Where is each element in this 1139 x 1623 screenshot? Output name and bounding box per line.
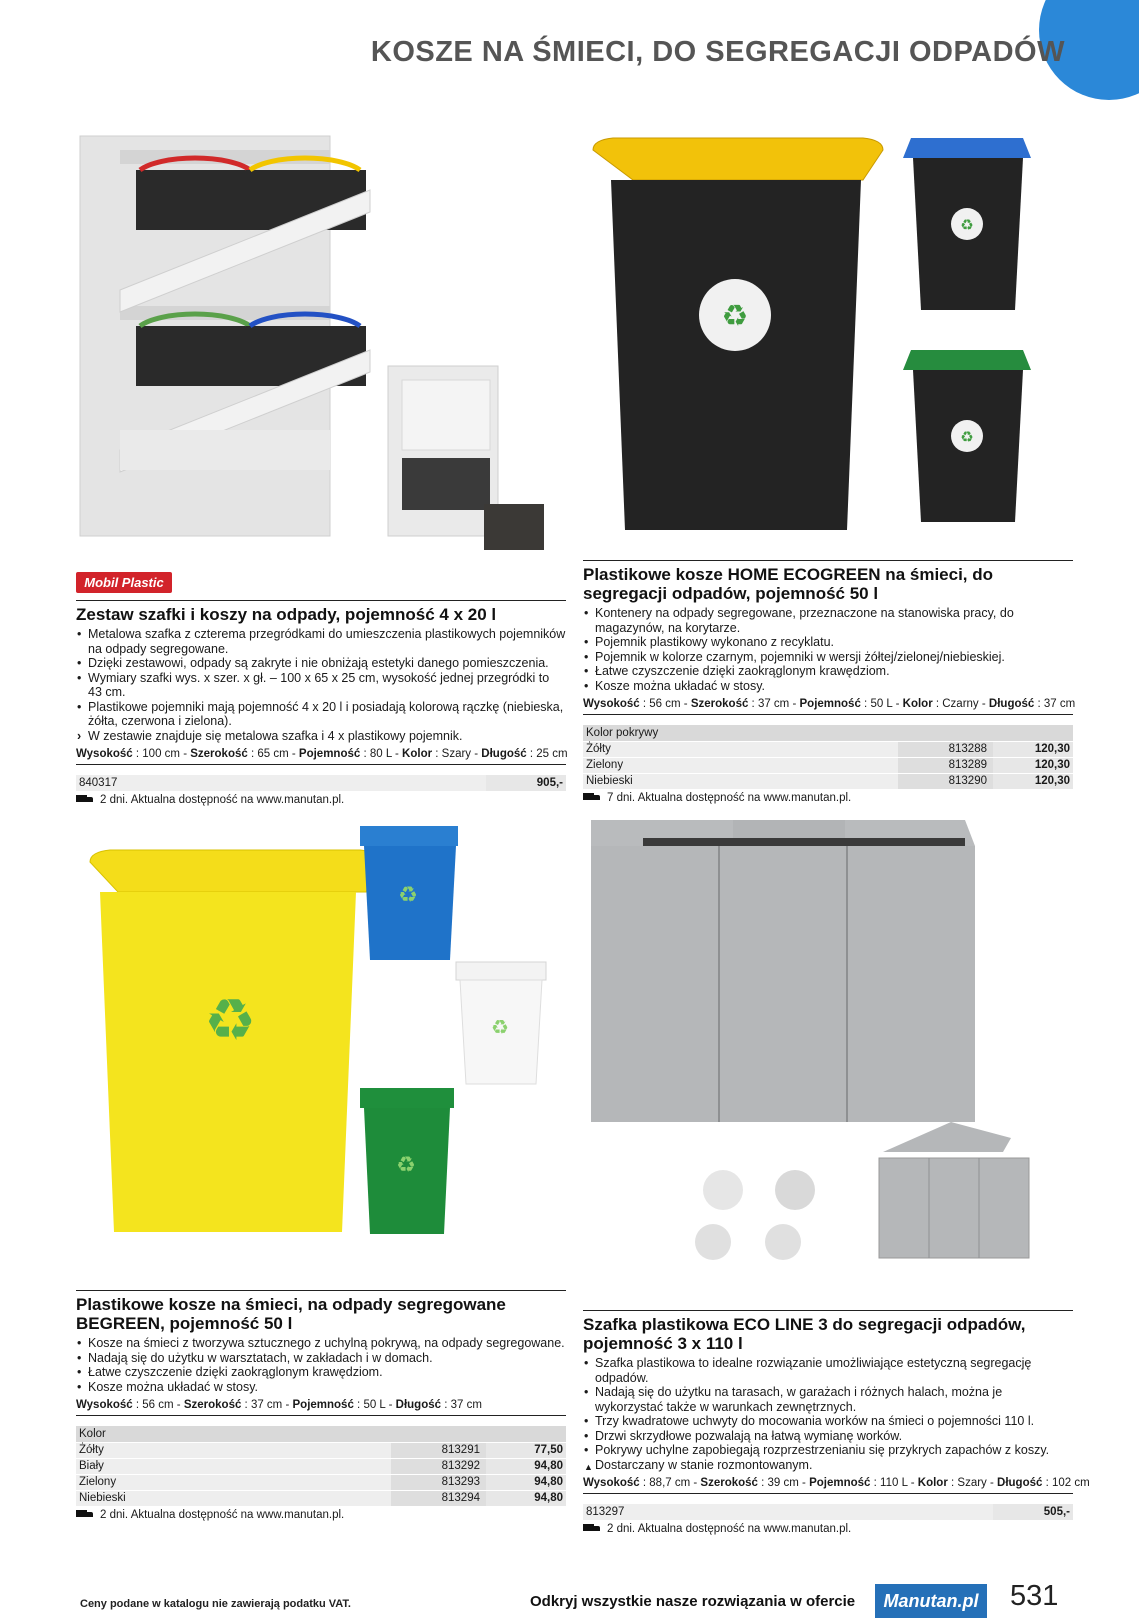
page-title: KOSZE NA ŚMIECI, DO SEGREGACJI ODPADÓW [370, 36, 1065, 68]
table-row [583, 773, 1073, 789]
variant-color: Żółty [583, 741, 898, 757]
price: 505,- [993, 1504, 1073, 1520]
table-row [76, 1458, 566, 1474]
svg-text:♻: ♻ [398, 883, 418, 908]
variants-table [583, 1504, 1073, 1521]
variant-color: Zielony [583, 757, 898, 773]
product-title: Szafka plastikowa ECO LINE 3 do segregacji odpadów, pojemność 3 x 110 l [583, 1315, 1026, 1353]
feature-item: • Wymiary szafki wys. x szer. x gł. – 100 x 65 x 25 cm, wysokość jednej przegródki to 43 cm. [76, 671, 566, 700]
article-number: 813297 [583, 1504, 993, 1520]
manutan-logo[interactable]: Manutan.pl [875, 1584, 987, 1618]
variants-table [76, 775, 566, 792]
variant-color: Biały [76, 1458, 391, 1474]
product-specs: Wysokość : 88,7 cm - Szerokość : 39 cm - Pojemność : 110 L - Kolor : Szary - Długość : 102 cm [583, 1477, 1073, 1494]
table-header [76, 1426, 566, 1442]
delivery-info [583, 792, 1073, 804]
article-number: 840317 [76, 775, 486, 791]
svg-text:♻: ♻ [204, 986, 256, 1054]
feature-item: • Drzwi skrzydłowe pozwalają na łatwą wymianę worków. [583, 1429, 1073, 1444]
feature-item: • Kosze można układać w stosy. [583, 679, 1073, 694]
product-title: Plastikowe kosze na śmieci, na odpady segregowane BEGREEN, pojemność 50 l [76, 1295, 506, 1333]
article-number: 813292 [391, 1458, 486, 1474]
feature-item: • Metalowa szafka z czterema przegródkami do umieszczenia plastikowych pojemników na odpady segregowane. [76, 627, 566, 656]
feature-list [76, 627, 566, 743]
set-contents-note: › W zestawie znajduje się metalowa szafka i 4 x plastikowy pojemnik. [76, 729, 566, 744]
feature-item: • Kosze na śmieci z tworzywa sztucznego z uchylną pokrywą, na odpady segregowane. [76, 1336, 566, 1351]
table-header [583, 725, 1073, 741]
variant-color: Żółty [76, 1442, 391, 1458]
vat-note: Ceny podane w katalogu nie zawierają podatku VAT. [80, 1598, 351, 1610]
svg-text:♻: ♻ [960, 216, 974, 234]
feature-item: • Kontenery na odpady segregowane, przeznaczone na stanowiska pracy, do magazynów, na korytarze. [583, 606, 1073, 635]
truck-icon [76, 1510, 94, 1519]
article-number: 813288 [898, 741, 993, 757]
variant-color: Niebieski [76, 1490, 391, 1506]
feature-list [583, 606, 1073, 693]
feature-item: • Łatwe czyszczenie dzięki zaokrąglonym krawędziom. [76, 1365, 566, 1380]
table-row [76, 1474, 566, 1490]
article-number: 813293 [391, 1474, 486, 1490]
footer-cta: Odkryj wszystkie nasze rozwiązania w ofercie [530, 1593, 856, 1610]
feature-item: • Nadają się do użytku w warsztatach, w zakładach i w domach. [76, 1351, 566, 1366]
table-row [583, 1504, 1073, 1520]
svg-text:♻: ♻ [396, 1153, 416, 1178]
article-number: 813290 [898, 773, 993, 789]
truck-icon [583, 793, 601, 802]
delivery-text: 2 dni. Aktualna dostępność na www.manutan.pl. [100, 793, 345, 806]
feature-item: • Nadają się do użytku na tarasach, w garażach i różnych halach, można je wykorzystać także w warunkach zewnętrznych. [583, 1385, 1073, 1414]
variants-table [76, 1426, 566, 1507]
truck-icon [76, 795, 94, 804]
svg-text:♻: ♻ [491, 1015, 509, 1039]
product-begreen [76, 1290, 566, 1521]
price: 120,30 [993, 757, 1073, 773]
feature-item: • Łatwe czyszczenie dzięki zaokrąglonym krawędziom. [583, 664, 1073, 679]
product-eco-line-3 [583, 1310, 1090, 1535]
product-divider [76, 600, 566, 601]
truck-icon [583, 1524, 601, 1533]
price: 94,80 [486, 1474, 566, 1490]
feature-item: • Pojemnik plastikowy wykonano z recyklatu. [583, 635, 1073, 650]
price: 905,- [486, 775, 566, 791]
product-title: Zestaw szafki i koszy na odpady, pojemność 4 x 20 l [76, 605, 497, 624]
price: 94,80 [486, 1490, 566, 1506]
table-row [76, 1490, 566, 1506]
product-specs: Wysokość : 56 cm - Szerokość : 37 cm - Pojemność : 50 L - Długość : 37 cm [76, 1399, 566, 1416]
assembly-note: ▲ Dostarczany w stanie rozmontowanym. [583, 1458, 1073, 1473]
ecogreen-bins-image [583, 120, 1073, 560]
price: 77,50 [486, 1442, 566, 1458]
product-divider [583, 560, 1073, 561]
feature-item: • Dzięki zestawowi, odpady są zakryte i nie obniżają estetyki danego pomieszczenia. [76, 656, 566, 671]
feature-item: • Trzy kwadratowe uchwyty do mocowania worków na śmieci o pojemności 110 l. [583, 1414, 1073, 1429]
table-row [583, 757, 1073, 773]
begreen-bins-image [84, 822, 564, 1292]
delivery-text: 2 dni. Aktualna dostępność na www.manutan.pl. [607, 1522, 852, 1535]
product-title: Plastikowe kosze HOME ECOGREEN na śmieci, do segregacji odpadów, pojemność 50 l [583, 565, 994, 603]
feature-item: • Pojemnik w kolorze czarnym, pojemniki w wersji żółtej/zielonej/niebieskiej. [583, 650, 1073, 665]
product-cabinet-set [76, 600, 566, 806]
article-number: 813289 [898, 757, 993, 773]
variants-table [583, 725, 1073, 790]
feature-item: • Plastikowe pojemniki mają pojemność 4 x 20 l i posiadają kolorową rączkę (niebieska, żółta, czerwona i zielona). [76, 700, 566, 729]
feature-item: • Kosze można układać w stosy. [76, 1380, 566, 1395]
product-divider [583, 1310, 1073, 1311]
table-row [76, 775, 566, 791]
article-number: 813294 [391, 1490, 486, 1506]
delivery-info [76, 794, 566, 806]
product-specs: Wysokość : 100 cm - Szerokość : 65 cm - Pojemność : 80 L - Kolor : Szary - Długość : 25 cm [76, 748, 566, 765]
delivery-info [76, 1509, 566, 1521]
svg-text:♻: ♻ [721, 299, 749, 334]
price: 120,30 [993, 741, 1073, 757]
article-number: 813291 [391, 1442, 486, 1458]
table-row [583, 741, 1073, 757]
product-divider [76, 1290, 566, 1291]
feature-list [76, 1336, 566, 1394]
eco-line-cabinet-image [583, 812, 1083, 1272]
product-home-ecogreen [583, 560, 1076, 804]
brand-logo: Mobil Plastic [76, 572, 172, 593]
variant-color: Zielony [76, 1474, 391, 1490]
column-header: Kolor pokrywy [583, 725, 1073, 741]
page-number: 531 [1010, 1580, 1059, 1612]
feature-list [583, 1356, 1073, 1472]
svg-text:♻: ♻ [960, 428, 974, 446]
cabinet-image [76, 130, 556, 550]
table-row [76, 1442, 566, 1458]
column-header: Kolor [76, 1426, 566, 1442]
product-specs: Wysokość : 56 cm - Szerokość : 37 cm - Pojemność : 50 L - Kolor : Czarny - Długość : 37 cm [583, 698, 1073, 715]
variant-color: Niebieski [583, 773, 898, 789]
delivery-info [583, 1523, 1073, 1535]
price: 120,30 [993, 773, 1073, 789]
price: 94,80 [486, 1458, 566, 1474]
delivery-text: 7 dni. Aktualna dostępność na www.manutan.pl. [607, 791, 852, 804]
delivery-text: 2 dni. Aktualna dostępność na www.manutan.pl. [100, 1508, 345, 1521]
feature-item: • Pokrywy uchylne zapobiegają rozprzestrzenianiu się przykrych zapachów z koszy. [583, 1443, 1073, 1458]
feature-item: • Szafka plastikowa to idealne rozwiązanie umożliwiające estetyczną segregację odpadów. [583, 1356, 1073, 1385]
